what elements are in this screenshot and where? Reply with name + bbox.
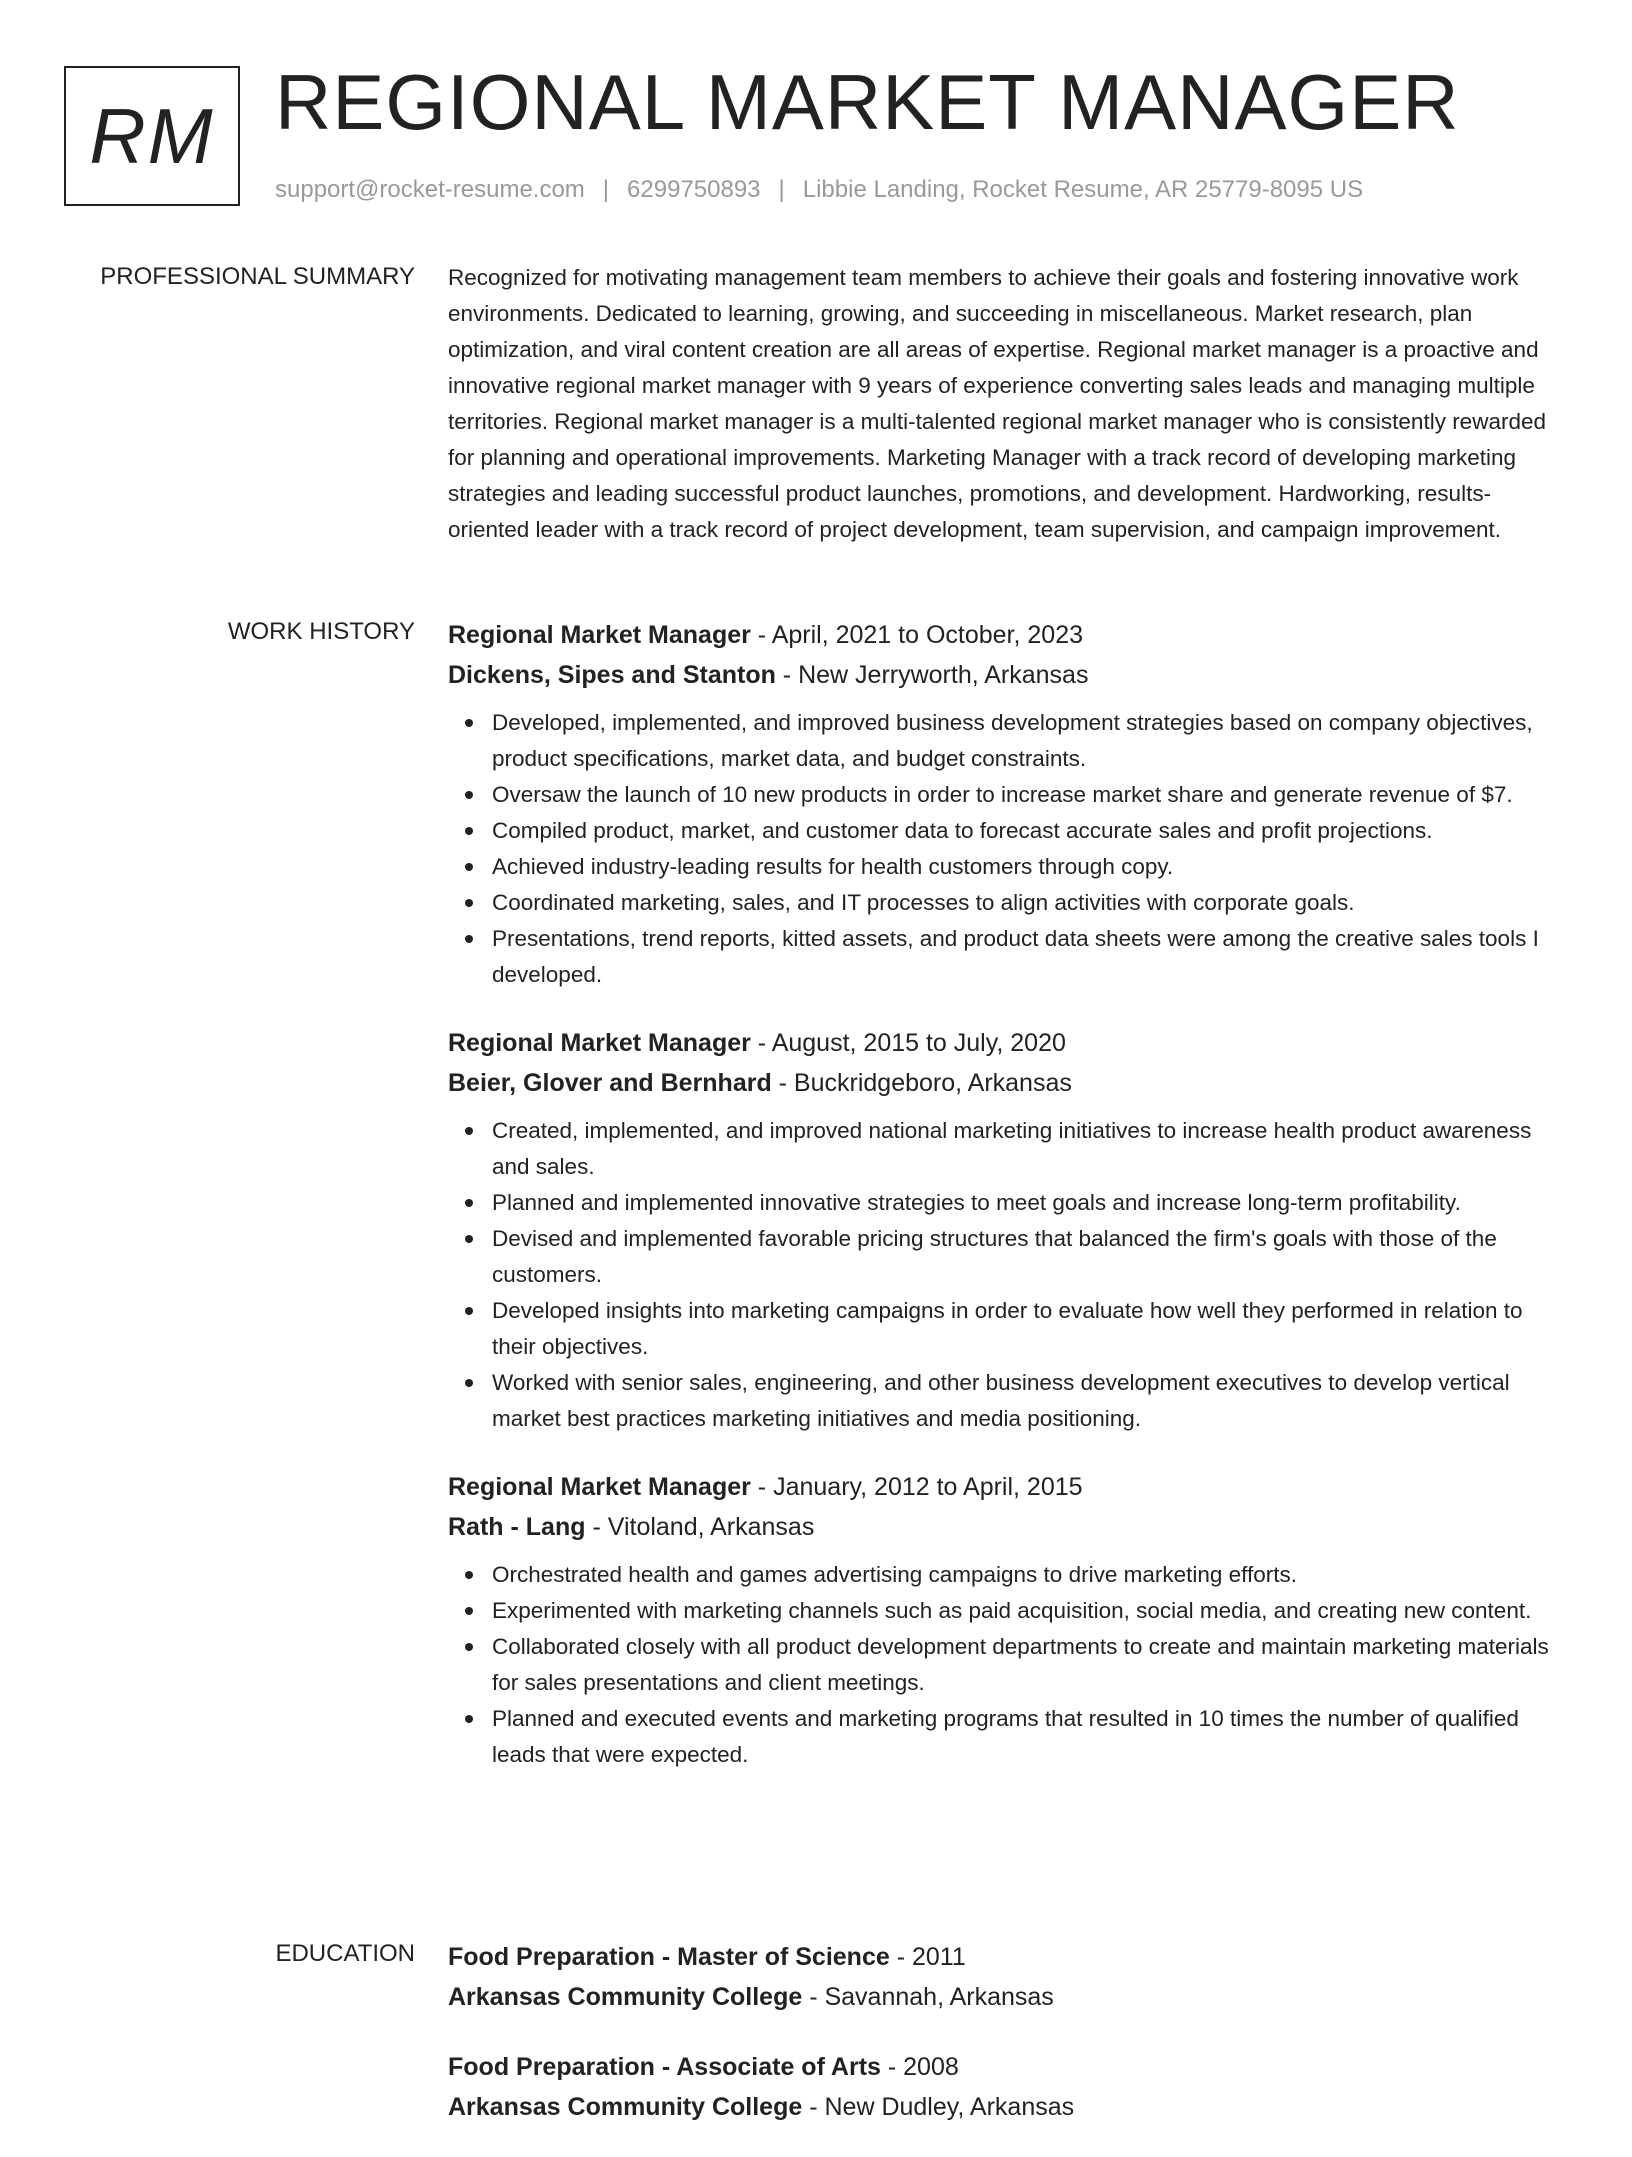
contact-address: Libbie Landing, Rocket Resume, AR 25779-8095 US <box>802 176 1364 203</box>
education-heading <box>448 2047 1566 2087</box>
contact-separator: | <box>778 176 785 203</box>
education-degree: Food Preparation - Associate of Arts <box>448 2053 881 2081</box>
job-bullet: Collaborated closely with all product development departments to create and maintain marketing materials for sales presentations and client meetings. <box>492 1629 1566 1701</box>
education-year: - 2008 <box>880 2053 959 2081</box>
monogram-logo <box>64 66 240 206</box>
contact-email: support@rocket-resume.com <box>275 176 585 203</box>
job-company: Beier, Glover and Bernhard <box>448 1069 772 1097</box>
education-body <box>448 1937 1566 2157</box>
summary-text: Recognized for motivating management team members to achieve their goals and fostering innovative work environments. Dedicated to learning, growing, and succeeding in miscellaneous. Market research, plan optimization, and viral content creation are all areas of expertise. Regional market manager is a proactive and innovative regional market manager with 9 years of experience converting sales leads and managing multiple territories. Regional market manager is a multi-talented regional market manager who is consistently rewarded for planning and operational improvements. Marketing Manager with a track record of developing marketing strategies and leading successful product launches, promotions, and development. Hardworking, results-oriented leader with a track record of project development, team supervision, and campaign improvement. <box>448 265 1546 542</box>
education-school-line <box>448 2087 1566 2127</box>
education-entry <box>448 1937 1566 2017</box>
job-bullet: Compiled product, market, and customer data to forecast accurate sales and profit projections. <box>492 813 1566 849</box>
job-bullet: Orchestrated health and games advertising campaigns to drive marketing efforts. <box>492 1557 1566 1593</box>
job-bullet: Developed insights into marketing campaigns in order to evaluate how well they performed in relation to their objectives. <box>492 1293 1566 1365</box>
education-entry <box>448 2047 1566 2127</box>
contact-separator: | <box>602 176 610 203</box>
job-location: - New Jerryworth, Arkansas <box>775 661 1089 689</box>
job-entry <box>448 1467 1566 1773</box>
job-bullet: Developed, implemented, and improved business development strategies based on company objectives, product specifications, market data, and budget constraints. <box>492 705 1566 777</box>
education-location: - New Dudley, Arkansas <box>802 2093 1075 2121</box>
education-school-line <box>448 1977 1566 2017</box>
section-label-summary: PROFESSIONAL SUMMARY <box>100 263 415 290</box>
job-location: - Vitoland, Arkansas <box>585 1513 815 1541</box>
job-bullets <box>448 705 1566 993</box>
job-employer <box>448 1507 1566 1547</box>
job-company: Rath - Lang <box>448 1513 586 1541</box>
education-school: Arkansas Community College <box>448 2093 803 2121</box>
contact-phone: 6299750893 <box>627 176 761 203</box>
resume-name: REGIONAL MARKET MANAGER <box>275 58 1460 146</box>
job-dates: - January, 2012 to April, 2015 <box>750 1473 1083 1501</box>
education-year: - 2011 <box>889 1943 966 1971</box>
job-dates: - April, 2021 to October, 2023 <box>750 621 1084 649</box>
summary-body <box>448 260 1566 548</box>
job-bullet: Achieved industry-leading results for health customers through copy. <box>492 849 1566 885</box>
job-bullet: Presentations, trend reports, kitted assets, and product data sheets were among the creative sales tools I developed. <box>492 921 1566 993</box>
job-bullet: Oversaw the launch of 10 new products in order to increase market share and generate revenue of $7. <box>492 777 1566 813</box>
job-bullets <box>448 1557 1566 1773</box>
job-location: - Buckridgeboro, Arkansas <box>771 1069 1072 1097</box>
job-bullet: Planned and executed events and marketing programs that resulted in 10 times the number of qualified leads that were expected. <box>492 1701 1566 1773</box>
education-school: Arkansas Community College <box>448 1983 803 2011</box>
job-bullet: Coordinated marketing, sales, and IT processes to align activities with corporate goals. <box>492 885 1566 921</box>
job-entry <box>448 1023 1566 1437</box>
job-bullet: Planned and implemented innovative strategies to meet goals and increase long-term profitability. <box>492 1185 1566 1221</box>
monogram-text: RM <box>89 91 215 180</box>
education-location: - Savannah, Arkansas <box>802 1983 1054 2011</box>
job-title: Regional Market Manager <box>448 621 751 649</box>
work-history-body <box>448 615 1566 1803</box>
job-company: Dickens, Sipes and Stanton <box>448 661 776 689</box>
job-bullets <box>448 1113 1566 1437</box>
job-bullet: Created, implemented, and improved national marketing initiatives to increase health product awareness and sales. <box>492 1113 1566 1185</box>
job-heading <box>448 1467 1566 1507</box>
job-heading <box>448 615 1566 655</box>
education-degree: Food Preparation - Master of Science <box>448 1943 890 1971</box>
job-title: Regional Market Manager <box>448 1473 751 1501</box>
section-label-work-history: WORK HISTORY <box>227 618 415 645</box>
education-heading <box>448 1937 1566 1977</box>
job-heading <box>448 1023 1566 1063</box>
contact-line <box>275 174 1363 206</box>
job-employer <box>448 655 1566 695</box>
job-dates: - August, 2015 to July, 2020 <box>750 1029 1066 1057</box>
job-bullet: Experimented with marketing channels such as paid acquisition, social media, and creating new content. <box>492 1593 1566 1629</box>
job-bullet: Worked with senior sales, engineering, and other business development executives to develop vertical market best practices marketing initiatives and media positioning. <box>492 1365 1566 1437</box>
job-entry <box>448 615 1566 993</box>
job-bullet: Devised and implemented favorable pricing structures that balanced the firm's goals with those of the customers. <box>492 1221 1566 1293</box>
job-employer <box>448 1063 1566 1103</box>
job-title: Regional Market Manager <box>448 1029 751 1057</box>
section-label-education: EDUCATION <box>275 1940 415 1967</box>
